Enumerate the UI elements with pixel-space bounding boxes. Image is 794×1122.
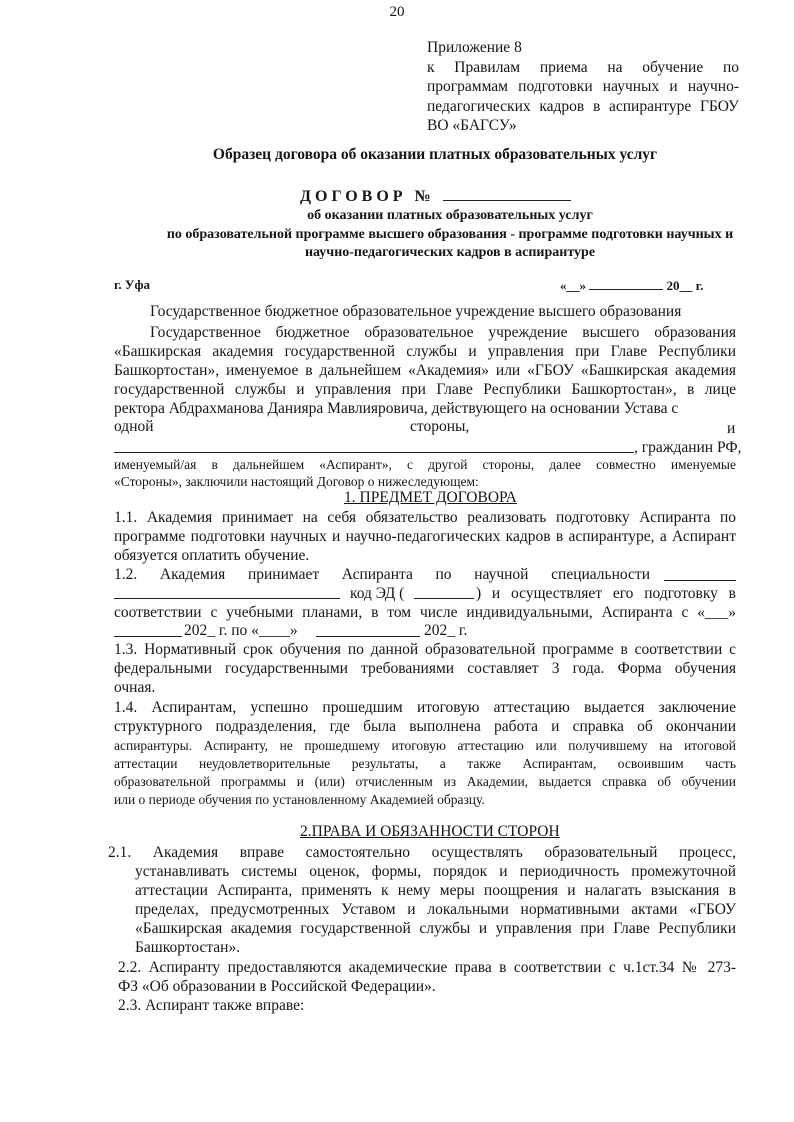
appendix-line: Приложение 8 <box>427 39 522 56</box>
clause-text: ) и осуществляет его подготовку в <box>476 585 736 602</box>
clause-line: программе подготовки научных и научно-педагогических кадров в аспирантуре, а Аспирант <box>114 528 736 545</box>
clause-line: 2.1. Академия вправе самостоятельно осуществлять образовательный процесс, <box>108 844 736 861</box>
clause-line: устанавливать системы оценок, формы, порядок и периодичность промежуточной <box>135 863 736 880</box>
clause-line: аттестации Аспиранта, применять к нему меры поощрения и налагать взыскания в <box>135 882 736 899</box>
clause-line: 2.3. Аспирант также вправе: <box>118 997 305 1014</box>
clause-line: «Башкирская академия государственной службы и управления при Главе Республики <box>135 920 736 937</box>
clause-line: федеральными государственными требованиями составляет 3 года. Форма обучения <box>114 660 736 677</box>
appendix-line: к Правилам приема на обучение по <box>427 58 739 76</box>
clause-line: соответствии с учебными планами, в том числе индивидуальными, Аспиранта с «___» <box>114 604 736 621</box>
contract-title-text: ДОГОВОР № <box>300 188 435 205</box>
date-month-blank <box>589 277 663 290</box>
clause-line: обязуется оплатить обучение. <box>114 547 310 564</box>
clause-line: 1.1. Академия принимает на себя обязательство реализовать подготовку Аспиранта по <box>114 509 736 526</box>
page-number: 20 <box>389 4 405 20</box>
clause-line: аттестации неудовлетворительные результаты, а также Аспирантам, освоившим часть <box>114 756 736 771</box>
city: г. Уфа <box>114 277 150 292</box>
date-year: 20__ г. <box>666 278 704 293</box>
clause-line: 1.2. Академия принимает Аспиранта по научной специальности <box>114 566 650 583</box>
start-date-blank <box>114 636 182 637</box>
subtitle-line: научно-педагогических кадров в аспирантуре <box>304 245 596 260</box>
clause-line: образовательной программы и (или) отчисленным из Академии, выдается справка об обучении <box>114 774 736 789</box>
sample-title: Образец договора об оказании платных образовательных услуг <box>212 146 658 163</box>
preamble-line: , гражданин РФ, <box>634 439 742 456</box>
preamble-line: именуемый/ая в дальнейшем «Аспирант», с другой стороны, далее совместно именуемые <box>114 457 736 472</box>
end-date-blank <box>316 636 420 637</box>
clause-line: или о периоде обучения по установленному Академией образцу. <box>114 792 485 807</box>
clause-line: Башкортостан». <box>135 939 241 956</box>
preamble-line: Башкортостан», именуемое в дальнейшем «Академия» или «ГБОУ «Башкирская академия <box>114 362 736 379</box>
appendix-line: ВО «БАГСУ» <box>427 117 517 134</box>
appendix-line: педагогических кадров в аспирантуре ГБОУ <box>427 97 739 115</box>
appendix-block <box>427 38 739 136</box>
clause-text: код ЭД ( <box>350 585 405 602</box>
preamble-line: «Башкирская академия государственной службы и управления при Главе Республики <box>114 343 736 360</box>
contract-number-blank <box>443 186 571 201</box>
clause-text: 202_ г. <box>424 622 468 639</box>
specialty-blank-2 <box>114 598 340 599</box>
appendix-line: программам подготовки научных и научно- <box>427 78 739 95</box>
date-day: «__» <box>560 278 586 293</box>
clause-line: структурного подразделения, где была выполнена работа и справка об окончании <box>114 718 736 735</box>
preamble-line: Государственное бюджетное образовательное учреждение высшего образования <box>150 324 736 341</box>
contract-title <box>300 186 571 206</box>
clause-line: очная. <box>114 679 156 696</box>
clause-line: 2.2. Аспиранту предоставляются академические права в соответствии с ч.1ст.34 № 273- <box>118 959 736 976</box>
subtitle-line: об оказании платных образовательных услуг <box>307 208 593 223</box>
clause-line: 1.3. Нормативный срок обучения по данной образовательной программе в соответствии с <box>114 641 736 658</box>
clause-line: ФЗ «Об образовании в Российской Федерации». <box>118 978 436 995</box>
section-1-heading: 1. ПРЕДМЕТ ДОГОВОРА <box>344 489 517 506</box>
clause-text: 202_ г. по «____» <box>184 622 298 639</box>
section-2-heading: 2.ПРАВА И ОБЯЗАННОСТИ СТОРОН <box>300 823 560 840</box>
preamble-line: государственной службы и управления при Главе Республики Башкортостан», в лице <box>114 381 736 398</box>
preamble-line: Государственное бюджетное образовательное учреждение высшего образования <box>150 303 682 320</box>
clause-line: аспирантуры. Аспиранту, не прошедшему итоговую аттестацию или получившему на итоговой <box>114 738 736 753</box>
clause-line: 1.4. Аспирантам, успешно прошедшим итоговую аттестацию выдается заключение <box>114 699 736 716</box>
preamble-line: ректора Абдрахманова Данияра Мавлияровича, действующего на основании Устава с <box>114 400 679 417</box>
student-name-blank <box>114 452 634 453</box>
preamble-word: одной <box>114 418 154 435</box>
preamble-word: и <box>727 420 736 437</box>
preamble-word: стороны, <box>410 418 470 435</box>
specialty-blank <box>664 580 736 581</box>
preamble-line: «Стороны», заключили настоящий Договор о нижеследующем: <box>114 474 479 489</box>
code-blank <box>414 598 474 599</box>
contract-date <box>560 277 703 294</box>
clause-line: пределах, предусмотренных Уставом и локальными нормативными актами «ГБОУ <box>135 901 736 918</box>
subtitle-line: по образовательной программе высшего образования - программе подготовки научных и <box>166 227 734 242</box>
